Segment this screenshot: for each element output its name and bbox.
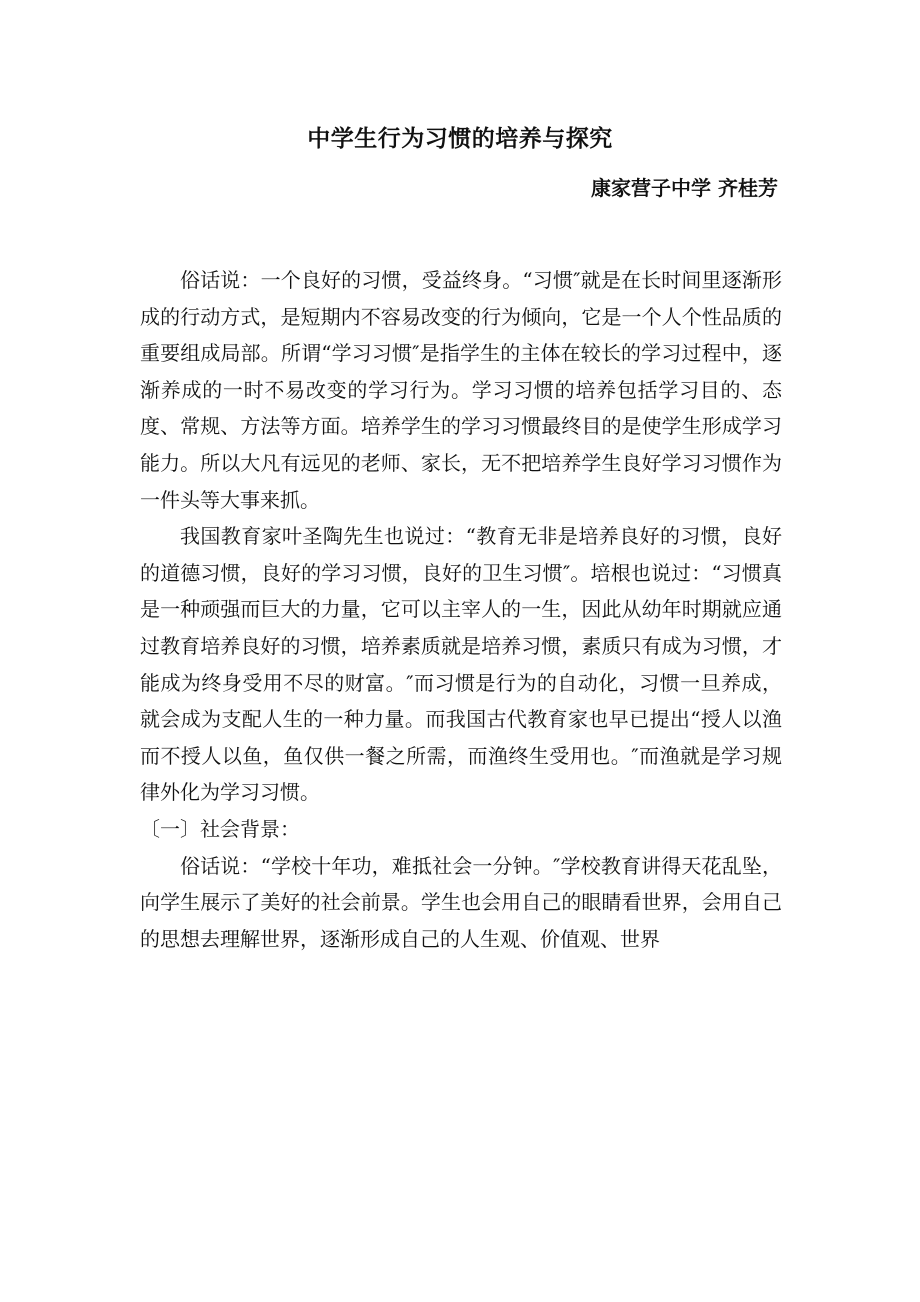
paragraph-social-background: 俗话说：“学校十年功，难抵社会一分钟。″学校教育讲得天花乱坠，向学生展示了美好的社会前景。学生也会用自己的眼睛看世界，会用自己的思想去理解世界，逐渐形成自己的人生观、价值观、世界 [140, 853, 782, 951]
document-body [140, 262, 782, 957]
paragraph-quotes: 我国教育家叶圣陶先生也说过：“教育无非是培养良好的习惯，良好的道德习惯，良好的学习习惯，良好的卫生习惯″。培根也说过：“习惯真是一种顽强而巨大的力量，它可以主宰人的一生，因此从幼年时期就应通过教育培养良好的习惯，培养素质就是培养习惯，素质只有成为习惯，才能成为终身受用不尽的财富。″而习惯是行为的自动化，习惯一旦养成，就会成为支配人生的一种力量。而我国古代教育家也早已提出“授人以渔而不授人以鱼，鱼仅供一餐之所需，而渔终生受用也。″而渔就是学习规律外化为学习习惯。 [140, 524, 782, 805]
paragraph-intro: 俗话说：一个良好的习惯，受益终身。“习惯″就是在长时间里逐渐形成的行动方式，是短期内不容易改变的行为倾向，它是一个人个性品质的重要组成局部。所谓“学习习惯″是指学生的主体在较长的学习过程中，逐渐养成的一时不易改变的学习行为。学习习惯的培养包括学习目的、态度、常规、方法等方面。培养学生的学习习惯最终目的是使学生形成学习能力。所以大凡有远见的老师、家长，无不把培养学生良好学习习惯作为一件头等大事来抓。 [140, 268, 782, 512]
document-title: 中学生行为习惯的培养与探究 [307, 126, 613, 152]
section-heading: 〔一〕社会背景： [140, 816, 300, 841]
document-author: 康家营子中学 齐桂芳 [591, 176, 778, 200]
